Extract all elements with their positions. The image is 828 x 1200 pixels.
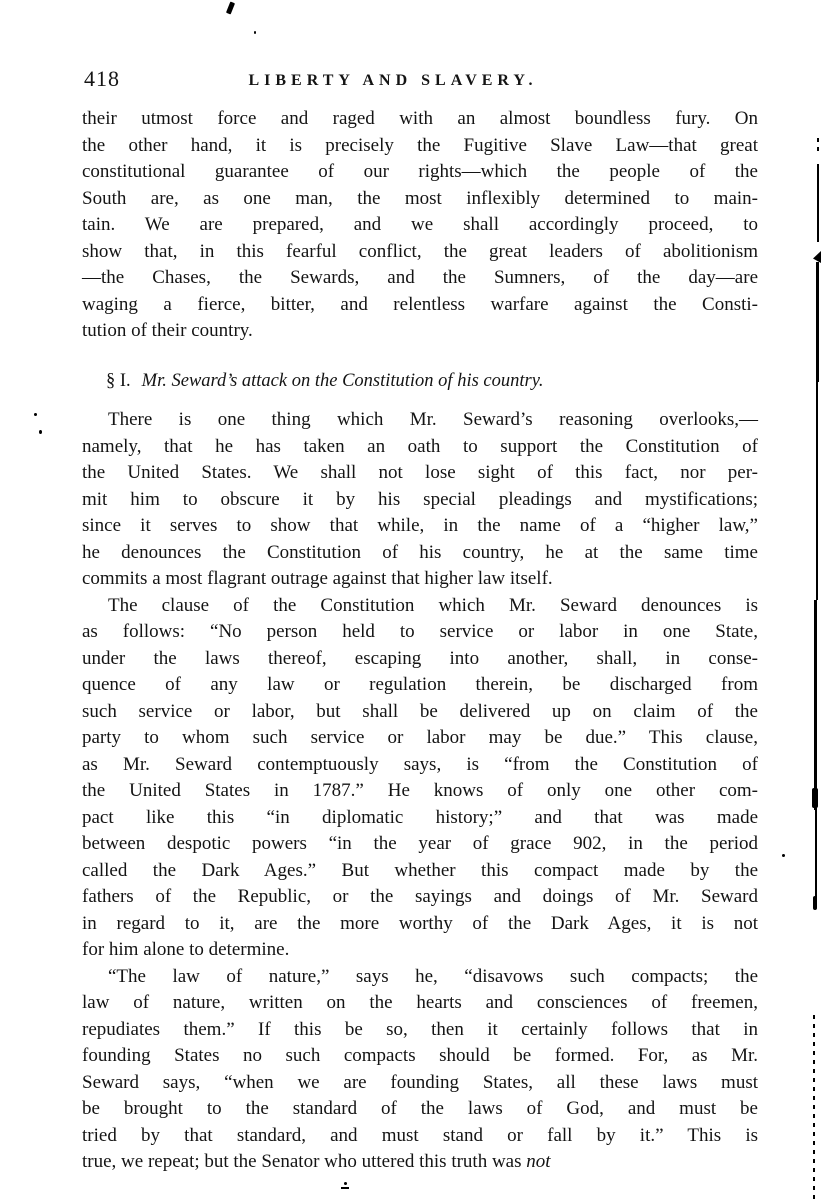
text-line: Seward says, “when we are founding States, all these laws must [82, 1071, 758, 1093]
text-line: tried by that standard, and must stand or fall by it.” This is [82, 1124, 758, 1146]
text-line: waging a fierce, bitter, and relentless warfare against the Consti- [82, 293, 758, 315]
text-line: be brought to the standard of the laws of God, and must be [82, 1098, 758, 1119]
scan-artifact-bottom-dash [341, 1187, 349, 1189]
section-mark: § I. [106, 370, 131, 391]
text-line: law of nature, written on the hearts and consciences of freemen, [82, 992, 758, 1013]
scan-artifact-top-dot [254, 31, 256, 34]
text-line: fathers of the Republic, or the sayings and doings of Mr. Seward [82, 886, 758, 907]
running-title: LIBERTY AND SLAVERY. [248, 72, 538, 89]
text-line: called the Dark Ages.” But whether this compact made by the [82, 859, 758, 881]
text-line: tain. We are prepared, and we shall accordingly proceed, to [82, 214, 758, 235]
text-line: for him alone to determine. [82, 939, 290, 960]
scan-artifact-edge-hook [813, 896, 817, 910]
text-line: There is one thing which Mr. Seward’s reasoning overlooks,— [108, 409, 758, 430]
text-line: founding States no such compacts should be formed. For, as Mr. [82, 1045, 758, 1066]
section-heading [82, 368, 758, 395]
text-line: the United States in 1787.” He knows of only one other com- [82, 780, 758, 801]
scan-artifact-edge-blob [812, 788, 818, 808]
text-line: repudiates them.” If this be so, then it certainly follows that in [82, 1018, 758, 1040]
text-line: —the Chases, the Sewards, and the Sumners, of the day—are [82, 267, 758, 288]
text-line: the United States. We shall not lose sight of this fact, nor per- [82, 462, 758, 483]
text-line: pact like this “in diplomatic history;” and that was made [82, 806, 758, 828]
text-line: commits a most flagrant outrage against that higher law itself. [82, 568, 553, 589]
scan-artifact-edge-line-3 [816, 382, 818, 600]
text-line: as follows: “No person held to service or labor in one State, [82, 621, 758, 642]
scan-artifact-edge-dash-top [817, 138, 819, 156]
text-block [82, 106, 758, 1176]
text-line: the other hand, it is precisely the Fugitive Slave Law—that great [82, 134, 758, 156]
text-line: namely, that he has taken an oath to support the Constitution of [82, 435, 758, 457]
scan-artifact-edge-dash-bottom [813, 1015, 815, 1200]
scan-artifact-bottom-dot [344, 1182, 347, 1185]
scan-artifact-left-dot-2 [39, 430, 42, 434]
text-line: mit him to obscure it by his special pleadings and mystifications; [82, 488, 758, 510]
section-title: Mr. Seward’s attack on the Constitution of his country. [141, 370, 544, 391]
text-line: constitutional guarantee of our rights—which the people of the [82, 161, 758, 182]
scan-artifact-top-slash [226, 2, 235, 15]
text-line: quence of any law or regulation therein, be discharged from [82, 674, 758, 695]
text-line: their utmost force and raged with an almost boundless fury. On [82, 108, 758, 129]
text-line: since it serves to show that while, in the name of a “higher law,” [82, 515, 758, 536]
text-line: in regard to it, are the more worthy of the Dark Ages, it is not [82, 912, 758, 934]
text-line: South are, as one man, the most inflexibly determined to main- [82, 187, 758, 209]
paragraph-3 [82, 593, 758, 964]
final-line-text: true, we repeat; but the Senator who uttered this truth was [82, 1151, 527, 1172]
text-line: he denounces the Constitution of his country, he at the same time [82, 541, 758, 563]
scan-artifact-edge-line-5 [815, 810, 817, 900]
text-line: as Mr. Seward contemptuously says, is “from the Constitution of [82, 753, 758, 775]
text-line: “The law of nature,” says he, “disavows such compacts; the [108, 965, 758, 987]
text-line: tution of their country. [82, 320, 253, 341]
paragraph-4 [82, 964, 758, 1150]
text-line: such service or labor, but shall be delivered up on claim of the [82, 700, 758, 722]
scan-artifact-left-dot-1 [34, 413, 37, 416]
paragraph-2 [82, 407, 758, 593]
scan-artifact-right-dot [782, 854, 785, 857]
text-line: under the laws thereof, escaping into another, shall, in conse- [82, 647, 758, 669]
text-line: The clause of the Constitution which Mr. Seward denounces is [108, 594, 758, 616]
paragraph-4-final-line [82, 1149, 758, 1176]
scan-artifact-edge-line-1 [817, 164, 819, 242]
text-line: party to whom such service or labor may be due.” This clause, [82, 727, 758, 748]
text-line: between despotic powers “in the year of grace 902, in the period [82, 833, 758, 854]
page-number: 418 [84, 66, 120, 91]
scan-artifact-edge-line-4 [814, 600, 817, 810]
paragraph-1 [82, 106, 758, 345]
text-line: show that, in this fearful conflict, the great leaders of abolitionism [82, 240, 758, 262]
scan-artifact-edge-line-2 [816, 262, 819, 382]
final-line-italic-word: not [526, 1151, 551, 1172]
